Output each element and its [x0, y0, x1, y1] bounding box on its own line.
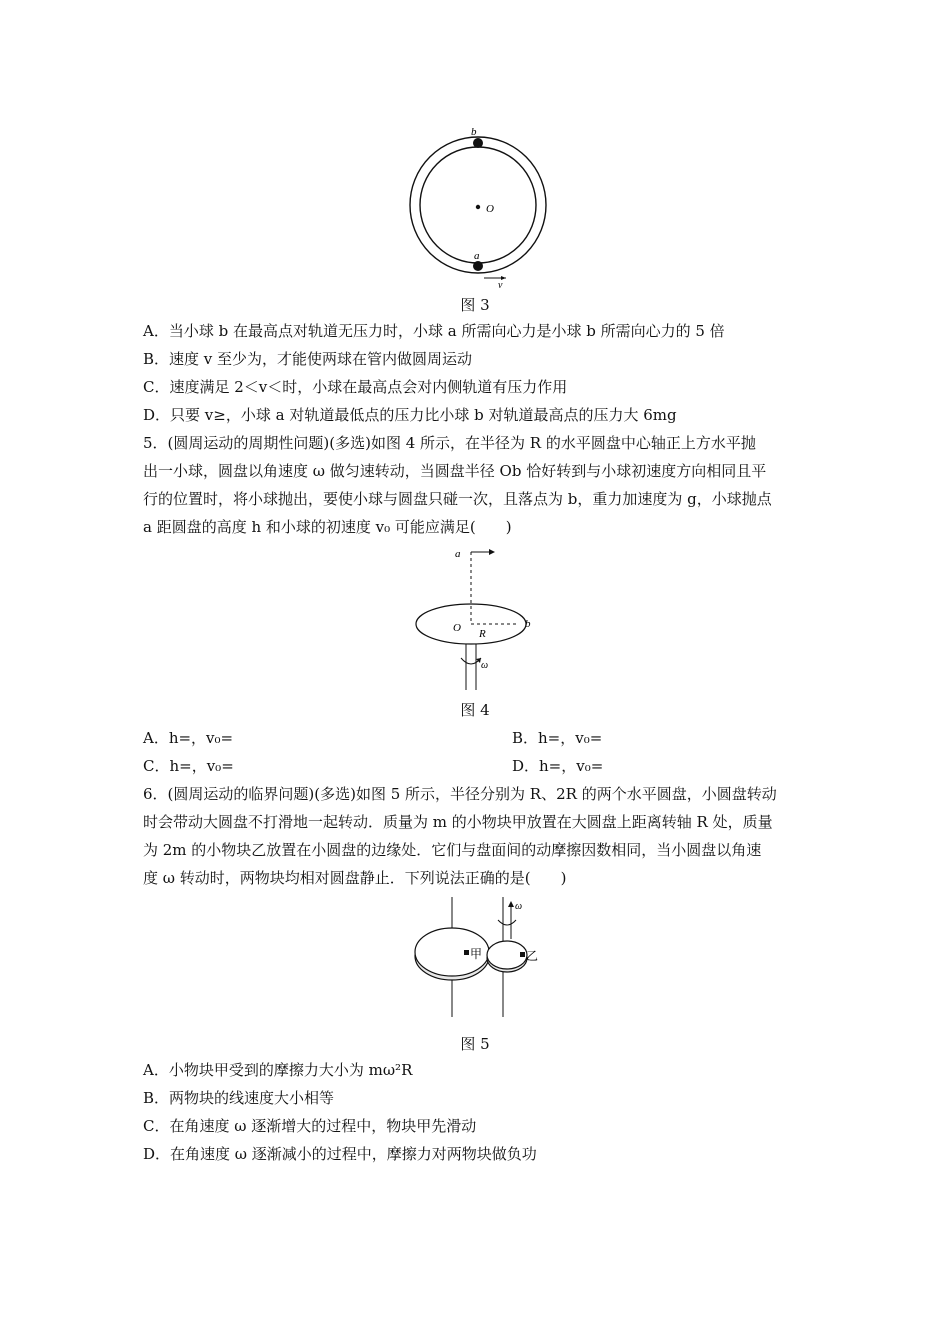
label-a: a	[455, 548, 461, 560]
q5-option-b: B．h=，v₀=	[512, 729, 603, 747]
q6-stem-line-1: 6．(圆周运动的临界问题)(多选)如图 5 所示，半径分别为 R、2R 的两个水平圆盘，小圆盘转动	[143, 785, 777, 803]
q5-option-a: A．h=，v₀=	[143, 729, 234, 747]
q5-stem-line-2: 出一小球，圆盘以角速度 ω 做匀速转动，当圆盘半径 Ob 恰好转到与小球初速度方向相同且平	[143, 462, 767, 480]
block-jia	[464, 950, 469, 955]
q6-stem-line-2: 时会带动大圆盘不打滑地一起转动．质量为 m 的小物块甲放置在大圆盘上距离转轴 R 处，质量	[143, 813, 773, 831]
label-omega: ω	[481, 660, 489, 671]
figure-5-diagram	[405, 895, 555, 1020]
q4-option-b: B．速度 v 至少为，才能使两球在管内做圆周运动	[143, 350, 473, 368]
label-v: v	[498, 280, 503, 290]
q6-option-a: A．小物块甲受到的摩擦力大小为 mω²R	[143, 1061, 413, 1079]
figure-3-diagram	[400, 120, 560, 290]
label-o: O	[453, 622, 461, 634]
q5-stem-line-1: 5．(圆周运动的周期性问题)(多选)如图 4 所示，在半径为 R 的水平圆盘中心轴正上方水平抛	[143, 434, 756, 452]
q6-option-c: C．在角速度 ω 逐渐增大的过程中，物块甲先滑动	[143, 1117, 477, 1135]
q6-stem-line-4: 度 ω 转动时，两物块均相对圆盘静止．下列说法正确的是( )	[143, 869, 567, 887]
label-b: b	[471, 126, 477, 138]
q5-option-d: D．h=，v₀=	[512, 757, 604, 775]
label-b: b	[525, 618, 531, 630]
q5-stem-line-3: 行的位置时，将小球抛出，要使小球与圆盘只碰一次，且落点为 b，重力加速度为 g，小球抛点	[143, 490, 772, 508]
label-o: O	[486, 203, 494, 215]
q6-stem-line-3: 为 2m 的小物块乙放置在小圆盘的边缘处．它们与盘面间的动摩擦因数相同，当小圆盘以角速	[143, 841, 762, 859]
label-jia: 甲	[470, 947, 483, 961]
figure-4-caption: 图 4	[460, 701, 490, 719]
q4-option-d: D．只要 v≥，小球 a 对轨道最低点的压力比小球 b 对轨道最高点的压力大 6mg	[143, 406, 677, 424]
label-r: R	[479, 628, 486, 640]
label-a: a	[474, 250, 480, 262]
figure-4-diagram	[405, 542, 555, 692]
figure-5-caption: 图 5	[460, 1035, 490, 1053]
q4-option-c: C．速度满足 2＜v＜时，小球在最高点会对内侧轨道有压力作用	[143, 378, 568, 396]
label-yi: 乙	[526, 949, 539, 963]
q5-stem-line-4: a 距圆盘的高度 h 和小球的初速度 v₀ 可能应满足( )	[143, 518, 512, 536]
label-omega: ω	[515, 901, 523, 912]
block-yi	[520, 952, 525, 957]
q4-option-a: A．当小球 b 在最高点对轨道无压力时，小球 a 所需向心力是小球 b 所需向心力的 5 倍	[143, 322, 725, 340]
ball-b	[473, 138, 483, 148]
q6-option-d: D．在角速度 ω 逐渐减小的过程中，摩擦力对两物块做负功	[143, 1145, 537, 1163]
q6-option-b: B．两物块的线速度大小相等	[143, 1089, 335, 1107]
ball-a	[473, 261, 483, 271]
q5-option-c: C．h=，v₀=	[143, 757, 234, 775]
center-o	[476, 205, 480, 209]
figure-3-caption: 图 3	[460, 296, 490, 314]
